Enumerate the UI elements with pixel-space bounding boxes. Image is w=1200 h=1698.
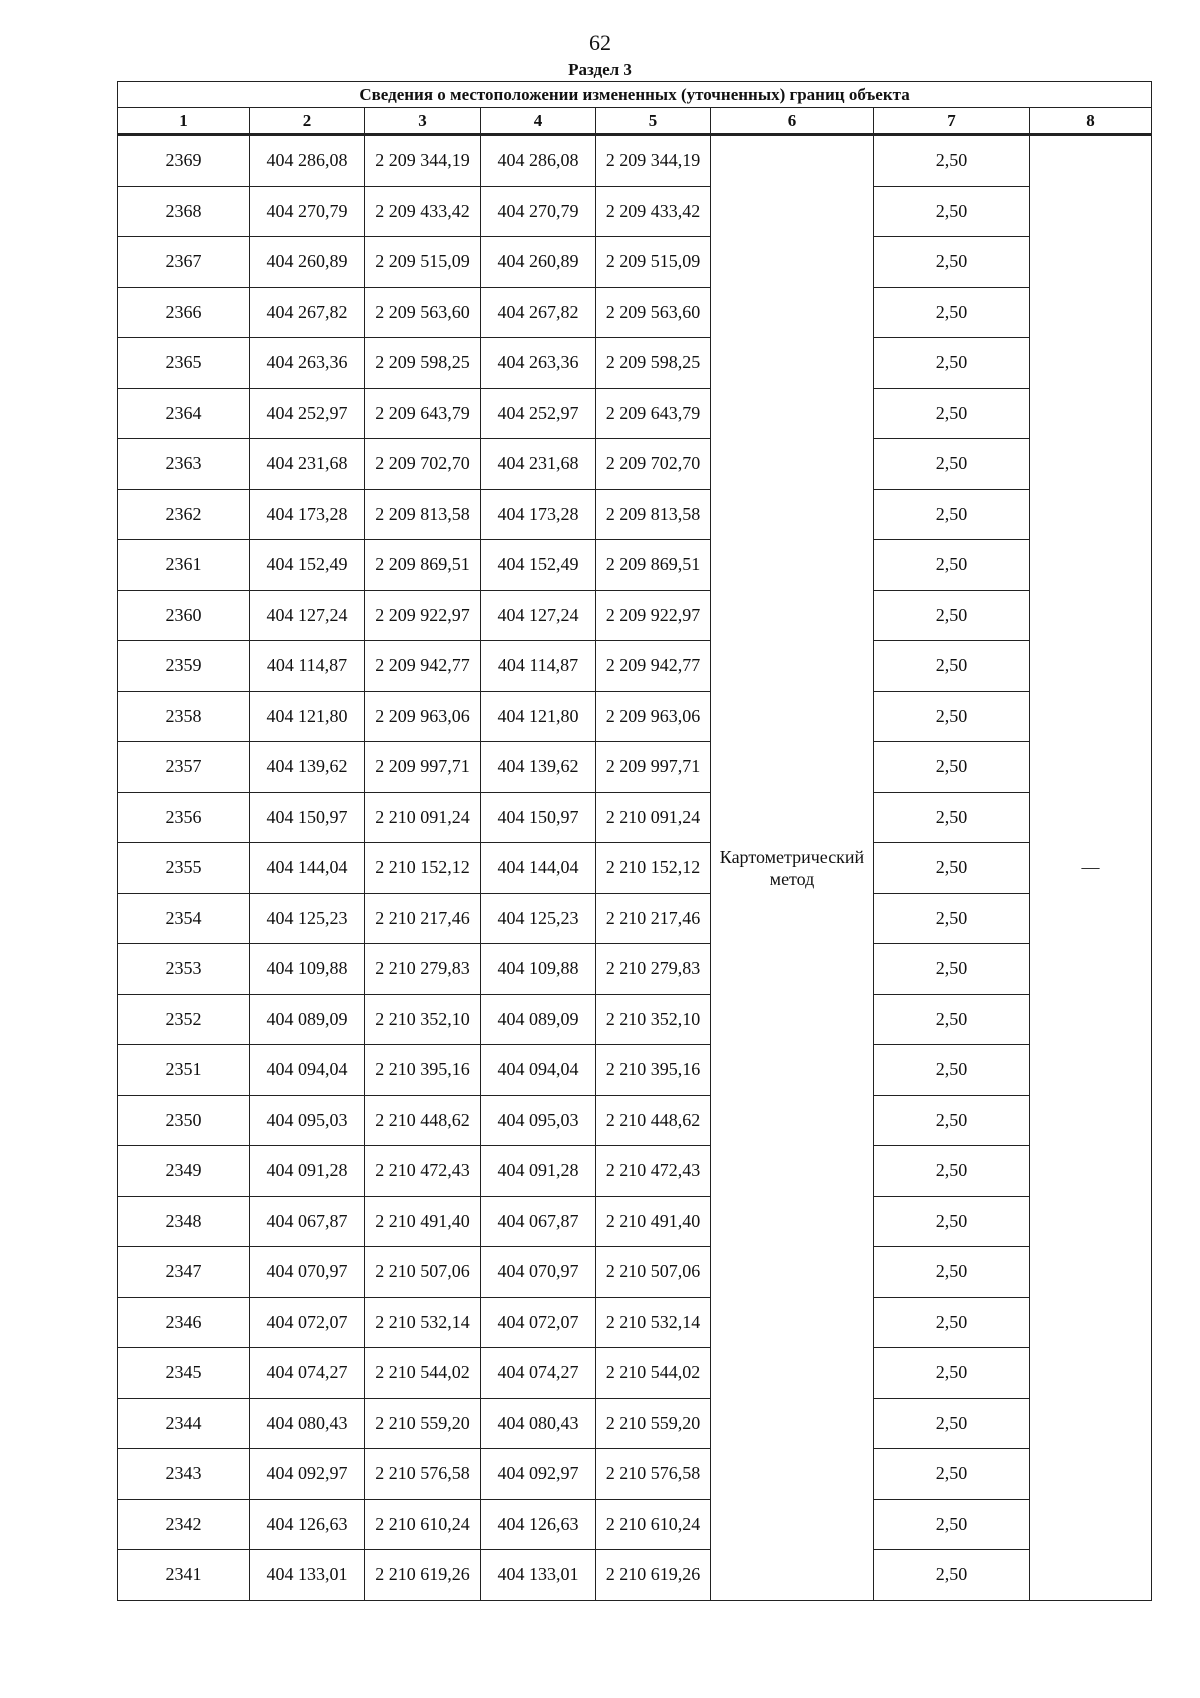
y-coord-cell: 2 209 515,09 (596, 237, 711, 288)
table-row (118, 1297, 1152, 1348)
point-number-cell: 2348 (118, 1196, 250, 1247)
x-coord-cell: 404 114,87 (250, 641, 365, 692)
x-coord-cell: 404 109,88 (481, 944, 596, 995)
accuracy-cell: 2,50 (874, 1297, 1030, 1348)
y-coord-cell: 2 209 643,79 (365, 388, 481, 439)
x-coord-cell: 404 231,68 (250, 439, 365, 490)
y-coord-cell: 2 210 448,62 (365, 1095, 481, 1146)
y-coord-cell: 2 209 563,60 (596, 287, 711, 338)
y-coord-cell: 2 209 869,51 (365, 540, 481, 591)
x-coord-cell: 404 094,04 (481, 1045, 596, 1096)
y-coord-cell: 2 210 395,16 (596, 1045, 711, 1096)
table-row (118, 1348, 1152, 1399)
y-coord-cell: 2 209 942,77 (365, 641, 481, 692)
point-number-cell: 2349 (118, 1146, 250, 1197)
x-coord-cell: 404 286,08 (481, 135, 596, 187)
column-header-row (118, 108, 1152, 135)
y-coord-cell: 2 209 344,19 (365, 135, 481, 187)
column-header: 8 (1030, 108, 1152, 135)
x-coord-cell: 404 144,04 (250, 843, 365, 894)
col8-cell: — (1030, 135, 1152, 1601)
x-coord-cell: 404 126,63 (250, 1499, 365, 1550)
y-coord-cell: 2 210 576,58 (365, 1449, 481, 1500)
y-coord-cell: 2 210 559,20 (365, 1398, 481, 1449)
table-row (118, 1550, 1152, 1601)
point-number-cell: 2351 (118, 1045, 250, 1096)
y-coord-cell: 2 209 643,79 (596, 388, 711, 439)
y-coord-cell: 2 209 997,71 (365, 742, 481, 793)
accuracy-cell: 2,50 (874, 439, 1030, 490)
section-title: Раздел 3 (568, 60, 632, 79)
y-coord-cell: 2 210 279,83 (596, 944, 711, 995)
x-coord-cell: 404 089,09 (481, 994, 596, 1045)
point-number-cell: 2361 (118, 540, 250, 591)
point-number-cell: 2345 (118, 1348, 250, 1399)
x-coord-cell: 404 125,23 (250, 893, 365, 944)
accuracy-cell: 2,50 (874, 388, 1030, 439)
point-number-cell: 2367 (118, 237, 250, 288)
y-coord-cell: 2 209 963,06 (596, 691, 711, 742)
accuracy-cell: 2,50 (874, 1146, 1030, 1197)
x-coord-cell: 404 127,24 (250, 590, 365, 641)
accuracy-cell: 2,50 (874, 1045, 1030, 1096)
table-row (118, 641, 1152, 692)
column-header: 5 (596, 108, 711, 135)
x-coord-cell: 404 173,28 (481, 489, 596, 540)
y-coord-cell: 2 210 610,24 (596, 1499, 711, 1550)
table-row (118, 287, 1152, 338)
y-coord-cell: 2 210 448,62 (596, 1095, 711, 1146)
y-coord-cell: 2 210 091,24 (596, 792, 711, 843)
table-row (118, 338, 1152, 389)
accuracy-cell: 2,50 (874, 893, 1030, 944)
point-number-cell: 2346 (118, 1297, 250, 1348)
y-coord-cell: 2 210 152,12 (365, 843, 481, 894)
point-number-cell: 2363 (118, 439, 250, 490)
x-coord-cell: 404 126,63 (481, 1499, 596, 1550)
y-coord-cell: 2 209 813,58 (365, 489, 481, 540)
column-header: 7 (874, 108, 1030, 135)
accuracy-cell: 2,50 (874, 540, 1030, 591)
accuracy-cell: 2,50 (874, 287, 1030, 338)
y-coord-cell: 2 210 217,46 (365, 893, 481, 944)
table-row (118, 237, 1152, 288)
y-coord-cell: 2 210 532,14 (365, 1297, 481, 1348)
x-coord-cell: 404 121,80 (250, 691, 365, 742)
accuracy-cell: 2,50 (874, 1247, 1030, 1298)
accuracy-cell: 2,50 (874, 994, 1030, 1045)
accuracy-cell: 2,50 (874, 590, 1030, 641)
accuracy-cell: 2,50 (874, 792, 1030, 843)
table-row (118, 1045, 1152, 1096)
point-number-cell: 2366 (118, 287, 250, 338)
table-title: Сведения о местоположении измененных (уточненных) границ объекта (118, 82, 1152, 108)
x-coord-cell: 404 139,62 (481, 742, 596, 793)
y-coord-cell: 2 209 963,06 (365, 691, 481, 742)
y-coord-cell: 2 210 610,24 (365, 1499, 481, 1550)
y-coord-cell: 2 210 576,58 (596, 1449, 711, 1500)
y-coord-cell: 2 209 344,19 (596, 135, 711, 187)
x-coord-cell: 404 092,97 (250, 1449, 365, 1500)
accuracy-cell: 2,50 (874, 742, 1030, 793)
x-coord-cell: 404 270,79 (481, 186, 596, 237)
table-title-row (118, 82, 1152, 108)
accuracy-cell: 2,50 (874, 1398, 1030, 1449)
y-coord-cell: 2 209 702,70 (365, 439, 481, 490)
point-number-cell: 2343 (118, 1449, 250, 1500)
y-coord-cell: 2 210 619,26 (365, 1550, 481, 1601)
table-row (118, 893, 1152, 944)
point-number-cell: 2353 (118, 944, 250, 995)
table-row (118, 691, 1152, 742)
column-header: 4 (481, 108, 596, 135)
point-number-cell: 2347 (118, 1247, 250, 1298)
x-coord-cell: 404 263,36 (481, 338, 596, 389)
accuracy-cell: 2,50 (874, 135, 1030, 187)
y-coord-cell: 2 209 598,25 (365, 338, 481, 389)
x-coord-cell: 404 150,97 (481, 792, 596, 843)
point-number-cell: 2359 (118, 641, 250, 692)
y-coord-cell: 2 209 813,58 (596, 489, 711, 540)
point-number-cell: 2356 (118, 792, 250, 843)
accuracy-cell: 2,50 (874, 641, 1030, 692)
page-number: 62 (589, 30, 611, 55)
y-coord-cell: 2 209 563,60 (365, 287, 481, 338)
column-header: 6 (711, 108, 874, 135)
x-coord-cell: 404 074,27 (481, 1348, 596, 1399)
x-coord-cell: 404 260,89 (481, 237, 596, 288)
x-coord-cell: 404 133,01 (481, 1550, 596, 1601)
y-coord-cell: 2 209 922,97 (365, 590, 481, 641)
x-coord-cell: 404 267,82 (250, 287, 365, 338)
x-coord-cell: 404 091,28 (250, 1146, 365, 1197)
table-body (118, 82, 1152, 1601)
x-coord-cell: 404 152,49 (250, 540, 365, 591)
table-row (118, 1247, 1152, 1298)
x-coord-cell: 404 074,27 (250, 1348, 365, 1399)
y-coord-cell: 2 210 279,83 (365, 944, 481, 995)
x-coord-cell: 404 072,07 (481, 1297, 596, 1348)
x-coord-cell: 404 133,01 (250, 1550, 365, 1601)
x-coord-cell: 404 072,07 (250, 1297, 365, 1348)
y-coord-cell: 2 210 544,02 (596, 1348, 711, 1399)
point-number-cell: 2369 (118, 135, 250, 187)
y-coord-cell: 2 210 395,16 (365, 1045, 481, 1096)
x-coord-cell: 404 139,62 (250, 742, 365, 793)
table-row (118, 1449, 1152, 1500)
x-coord-cell: 404 114,87 (481, 641, 596, 692)
table-row (118, 1196, 1152, 1247)
accuracy-cell: 2,50 (874, 1196, 1030, 1247)
x-coord-cell: 404 286,08 (250, 135, 365, 187)
x-coord-cell: 404 095,03 (250, 1095, 365, 1146)
x-coord-cell: 404 067,87 (250, 1196, 365, 1247)
accuracy-cell: 2,50 (874, 338, 1030, 389)
y-coord-cell: 2 209 869,51 (596, 540, 711, 591)
boundary-table (117, 81, 1152, 1601)
x-coord-cell: 404 094,04 (250, 1045, 365, 1096)
table-row (118, 540, 1152, 591)
accuracy-cell: 2,50 (874, 237, 1030, 288)
x-coord-cell: 404 150,97 (250, 792, 365, 843)
x-coord-cell: 404 092,97 (481, 1449, 596, 1500)
y-coord-cell: 2 209 922,97 (596, 590, 711, 641)
table-row (118, 792, 1152, 843)
column-header: 1 (118, 108, 250, 135)
point-number-cell: 2365 (118, 338, 250, 389)
accuracy-cell: 2,50 (874, 843, 1030, 894)
table-row (118, 843, 1152, 894)
table-row (118, 944, 1152, 995)
x-coord-cell: 404 080,43 (250, 1398, 365, 1449)
y-coord-cell: 2 209 942,77 (596, 641, 711, 692)
accuracy-cell: 2,50 (874, 691, 1030, 742)
x-coord-cell: 404 095,03 (481, 1095, 596, 1146)
table-row (118, 1146, 1152, 1197)
accuracy-cell: 2,50 (874, 1550, 1030, 1601)
table-row (118, 489, 1152, 540)
x-coord-cell: 404 070,97 (481, 1247, 596, 1298)
x-coord-cell: 404 080,43 (481, 1398, 596, 1449)
x-coord-cell: 404 270,79 (250, 186, 365, 237)
accuracy-cell: 2,50 (874, 489, 1030, 540)
y-coord-cell: 2 210 507,06 (365, 1247, 481, 1298)
accuracy-cell: 2,50 (874, 186, 1030, 237)
x-coord-cell: 404 089,09 (250, 994, 365, 1045)
point-number-cell: 2344 (118, 1398, 250, 1449)
accuracy-cell: 2,50 (874, 1348, 1030, 1399)
accuracy-cell: 2,50 (874, 1095, 1030, 1146)
table-row (118, 388, 1152, 439)
y-coord-cell: 2 209 433,42 (596, 186, 711, 237)
table-row (118, 590, 1152, 641)
x-coord-cell: 404 109,88 (250, 944, 365, 995)
y-coord-cell: 2 210 091,24 (365, 792, 481, 843)
x-coord-cell: 404 252,97 (250, 388, 365, 439)
x-coord-cell: 404 067,87 (481, 1196, 596, 1247)
y-coord-cell: 2 210 559,20 (596, 1398, 711, 1449)
x-coord-cell: 404 263,36 (250, 338, 365, 389)
table-row (118, 1398, 1152, 1449)
point-number-cell: 2342 (118, 1499, 250, 1550)
y-coord-cell: 2 209 515,09 (365, 237, 481, 288)
x-coord-cell: 404 252,97 (481, 388, 596, 439)
point-number-cell: 2360 (118, 590, 250, 641)
point-number-cell: 2368 (118, 186, 250, 237)
column-header: 3 (365, 108, 481, 135)
table-row (118, 1095, 1152, 1146)
x-coord-cell: 404 152,49 (481, 540, 596, 591)
y-coord-cell: 2 210 352,10 (365, 994, 481, 1045)
y-coord-cell: 2 209 433,42 (365, 186, 481, 237)
x-coord-cell: 404 121,80 (481, 691, 596, 742)
x-coord-cell: 404 173,28 (250, 489, 365, 540)
y-coord-cell: 2 209 997,71 (596, 742, 711, 793)
table-row (118, 135, 1152, 187)
point-number-cell: 2364 (118, 388, 250, 439)
point-number-cell: 2357 (118, 742, 250, 793)
point-number-cell: 2354 (118, 893, 250, 944)
table-row (118, 439, 1152, 490)
point-number-cell: 2358 (118, 691, 250, 742)
point-number-cell: 2350 (118, 1095, 250, 1146)
table-row (118, 186, 1152, 237)
table-row (118, 1499, 1152, 1550)
table-row (118, 994, 1152, 1045)
y-coord-cell: 2 210 152,12 (596, 843, 711, 894)
y-coord-cell: 2 210 619,26 (596, 1550, 711, 1601)
accuracy-cell: 2,50 (874, 1499, 1030, 1550)
x-coord-cell: 404 267,82 (481, 287, 596, 338)
y-coord-cell: 2 210 491,40 (365, 1196, 481, 1247)
x-coord-cell: 404 127,24 (481, 590, 596, 641)
y-coord-cell: 2 209 598,25 (596, 338, 711, 389)
point-number-cell: 2355 (118, 843, 250, 894)
y-coord-cell: 2 210 472,43 (365, 1146, 481, 1197)
y-coord-cell: 2 210 352,10 (596, 994, 711, 1045)
x-coord-cell: 404 070,97 (250, 1247, 365, 1298)
accuracy-cell: 2,50 (874, 944, 1030, 995)
y-coord-cell: 2 210 544,02 (365, 1348, 481, 1399)
y-coord-cell: 2 209 702,70 (596, 439, 711, 490)
point-number-cell: 2341 (118, 1550, 250, 1601)
y-coord-cell: 2 210 217,46 (596, 893, 711, 944)
point-number-cell: 2352 (118, 994, 250, 1045)
point-number-cell: 2362 (118, 489, 250, 540)
y-coord-cell: 2 210 472,43 (596, 1146, 711, 1197)
y-coord-cell: 2 210 491,40 (596, 1196, 711, 1247)
accuracy-cell: 2,50 (874, 1449, 1030, 1500)
table-row (118, 742, 1152, 793)
x-coord-cell: 404 144,04 (481, 843, 596, 894)
method-cell: Картометрический метод (711, 135, 874, 1601)
x-coord-cell: 404 231,68 (481, 439, 596, 490)
x-coord-cell: 404 091,28 (481, 1146, 596, 1197)
x-coord-cell: 404 260,89 (250, 237, 365, 288)
y-coord-cell: 2 210 507,06 (596, 1247, 711, 1298)
x-coord-cell: 404 125,23 (481, 893, 596, 944)
y-coord-cell: 2 210 532,14 (596, 1297, 711, 1348)
column-header: 2 (250, 108, 365, 135)
